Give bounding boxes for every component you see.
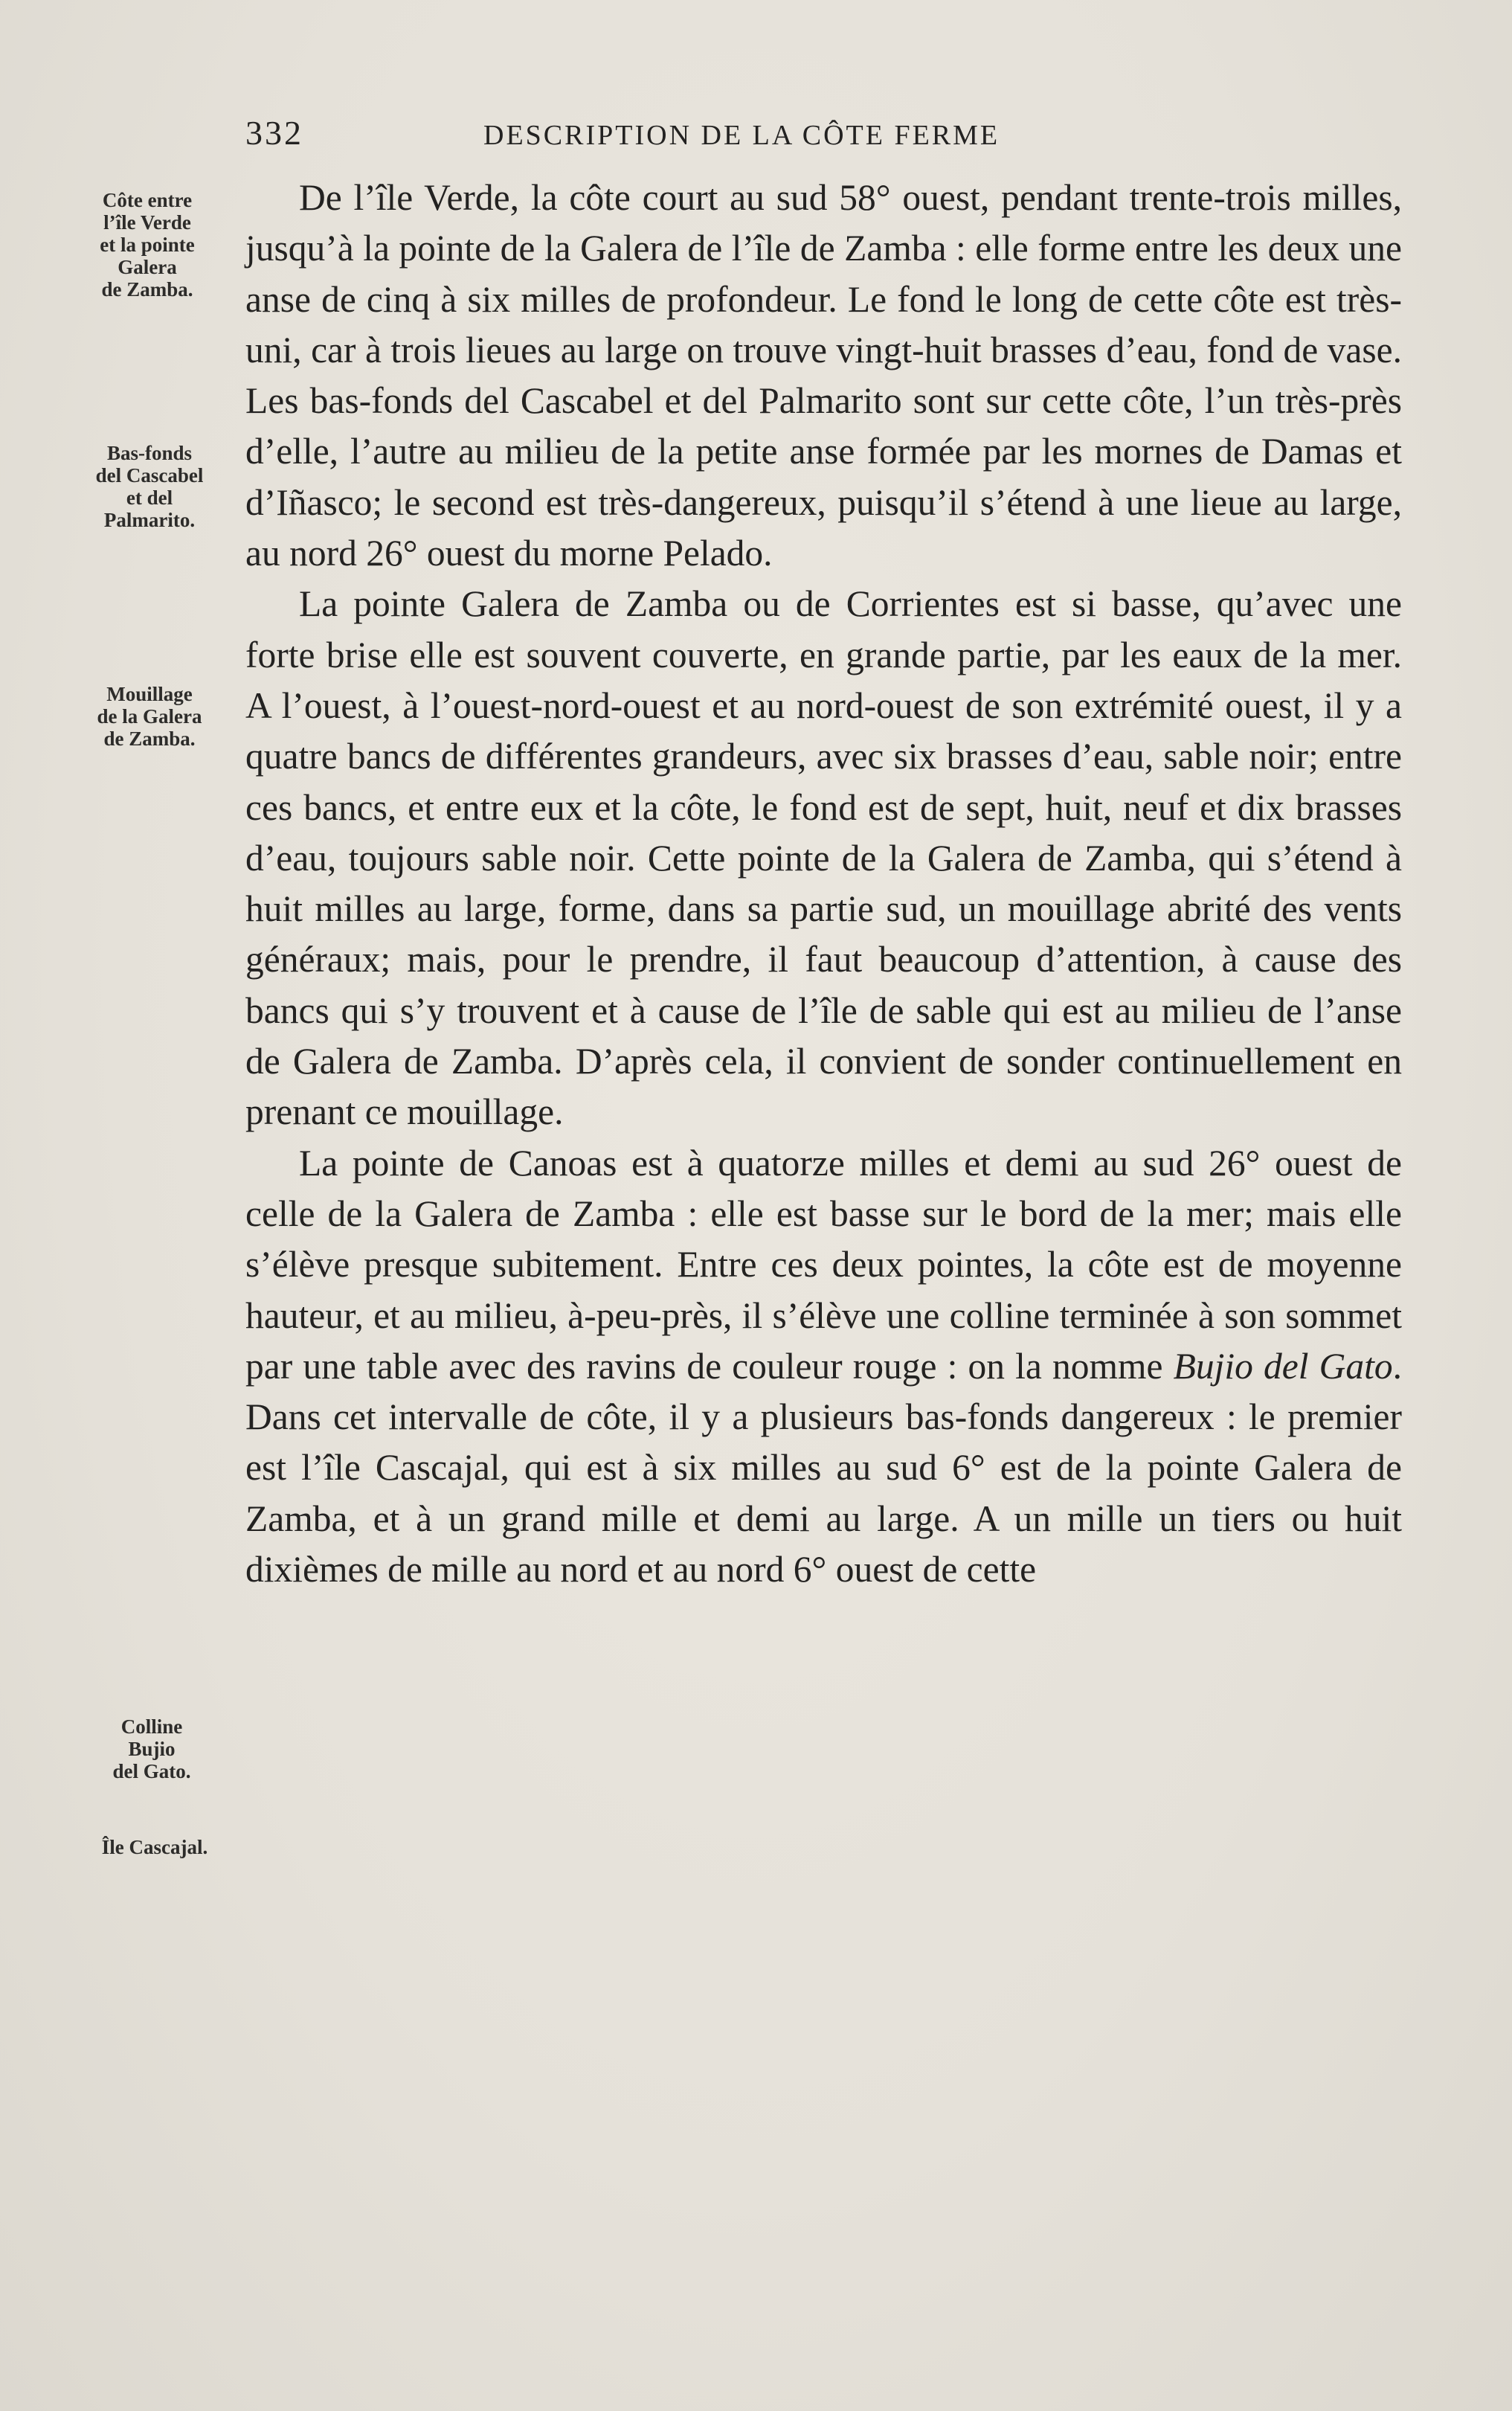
margin-note-line: Colline (120, 1715, 183, 1738)
margin-note-line: Bas-fonds (106, 442, 193, 464)
margin-note-line: de la Galera (97, 705, 202, 728)
body-text (245, 173, 1402, 1595)
margin-note-bas-fonds (64, 442, 235, 531)
margin-note-line: l’île Verde (103, 211, 191, 234)
margin-note-line: Palmarito. (103, 509, 196, 531)
margin-note-line: de Zamba. (101, 278, 193, 301)
margin-note-line: Côte entre (102, 189, 193, 211)
running-head (245, 113, 1402, 158)
margin-note-line: et del (126, 487, 173, 509)
page-number: 332 (245, 114, 303, 152)
margin-note-colline (77, 1715, 226, 1782)
margin-note-cote-entre (73, 189, 222, 301)
margin-note-line: Bujio (128, 1738, 176, 1760)
margin-note-line: del Gato. (112, 1760, 191, 1782)
margin-note-line: Île Cascajal. (101, 1836, 208, 1858)
paragraph-galera-de-zamba: La pointe Galera de Zamba ou de Corrientes est si basse, qu’avec une forte brise elle est souvent couverte, en grande partie, par les eaux de la mer. A l’ouest, à l’ouest-nord-ouest et au nord-ouest de son extrémité ouest, il y a quatre bancs de différentes grandeurs, avec six brasses d’eau, sable noir; entre ces bancs, et entre eux et la côte, le fond est de sept, huit, neuf et dix brasses d’eau, toujours sable noir. Cette pointe de la Galera de Zamba, qui s’étend à huit milles au large, forme, dans sa partie sud, un mouillage abrité des vents généraux; mais, pour le prendre, il faut beaucoup d’attention, à cause des bancs qui s’y trouvent et à cause de l’île de sable qui est au milieu de l’anse de Galera de Zamba. D’après cela, il convient de sonder continuellement en prenant ce mouillage. (245, 583, 1402, 1133)
paragraph-pointe-de-canoas (245, 1138, 1402, 1596)
running-title: DESCRIPTION DE LA CÔTE FERME (483, 120, 1000, 151)
italic-place-name: Bujio del Gato (1173, 1345, 1393, 1387)
margin-note-line: del Cascabel (95, 464, 204, 487)
margin-note-ile-cascajal (73, 1836, 237, 1858)
paragraph-text: . Dans cet intervalle de côte, il y a plusieurs bas-fonds dangereux : le premier est l’île Cascajal, qui est à six milles au sud 6° est de la pointe Galera de Zamba, et à un grand mille et demi au large. A un mille un tiers ou huit dixièmes de mille au nord et au nord 6° ouest de cette (245, 1345, 1402, 1590)
margin-note-line: Mouillage (106, 683, 193, 705)
margin-note-line: de Zamba. (103, 728, 196, 750)
margin-note-line: et la pointe (100, 234, 195, 256)
paragraph-text: La pointe de Canoas est à quatorze milles et demi au sud 26° ouest de celle de la Galera de Zamba : elle est basse sur le bord de la mer; mais elle s’élève presque subitement. Entre ces deux pointes, la côte est de moyenne hauteur, et au milieu, à-peu-près, il s’élève une colline terminée à son sommet par une table avec des ravins de couleur rouge : on la nomme (245, 1142, 1402, 1387)
paragraph-ile-verde: De l’île Verde, la côte court au sud 58° ouest, pendant trente-trois milles, jusqu’à la pointe de la Galera de l’île de Zamba : elle forme entre les deux une anse de cinq à six milles de profondeur. Le fond le long de cette côte est très-uni, car à trois lieues au large on trouve vingt-huit brasses d’eau, fond de vase. Les bas-fonds del Cascabel et del Palmarito sont sur cette côte, l’un très-près d’elle, l’autre au milieu de la petite anse formée par les mornes de Damas et d’Iñasco; le second est très-dangereux, puisqu’il s’étend à une lieue au large, au nord 26° ouest du morne Pelado. (245, 177, 1402, 574)
margin-note-mouillage (64, 683, 235, 750)
margin-note-line: Galera (118, 256, 177, 278)
